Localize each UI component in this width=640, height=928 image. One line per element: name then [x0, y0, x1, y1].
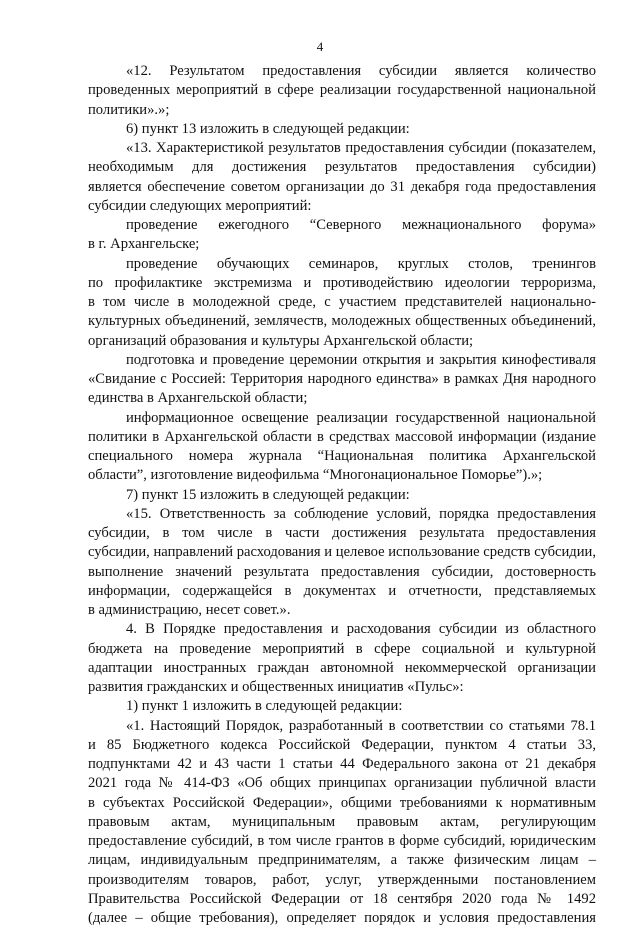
text-line: «1. Настоящий Порядок, разработанный в соответствии со статьями 78.1	[88, 717, 596, 736]
text-line: и 85 Бюджетного кодекса Российской Федерации, пунктом 4 статьи 33,	[88, 736, 596, 755]
text-line: предоставление субсидий, в том числе грантов в форме субсидий, юридическим	[88, 832, 596, 851]
text-line: лицам, индивидуальным предпринимателям, а также физическим лицам –	[88, 851, 596, 870]
text-line: подпунктами 42 и 43 части 1 статьи 44 Федерального закона от 21 декабря	[88, 755, 596, 774]
text-line: правовым актам, муниципальным правовым актам, регулирующим	[88, 813, 596, 832]
text-line: Правительства Российской Федерации от 18 сентября 2020 года № 1492	[88, 890, 596, 909]
text-line: бюджета на проведение мероприятий в сфере социальной и культурной	[88, 640, 596, 659]
text-line: специального номера журнала “Национальная политика Архангельской	[88, 447, 596, 466]
text-line: в г. Архангельске;	[88, 235, 596, 254]
text-line: «15. Ответственность за соблюдение условий, порядка предоставления	[88, 505, 596, 524]
paragraph	[88, 697, 596, 716]
text-line: 2021 года № 414-ФЗ «Об общих принципах организации публичной власти	[88, 774, 596, 793]
text-line: 6) пункт 13 изложить в следующей редакции:	[88, 120, 596, 139]
text-line: единства в Архангельской области;	[88, 389, 596, 408]
text-line: в субъектах Российской Федерации», общими требованиями к нормативным	[88, 794, 596, 813]
text-line: культурных объединений, землячеств, молодежных общественных объединений,	[88, 312, 596, 331]
text-line: подготовка и проведение церемонии открытия и закрытия кинофестиваля	[88, 351, 596, 370]
text-line: политики в Архангельской области в средствах массовой информации (издание	[88, 428, 596, 447]
text-line: проведение ежегодного “Северного межнационального форума»	[88, 216, 596, 235]
paragraph	[88, 216, 596, 255]
paragraph	[88, 409, 596, 486]
paragraph	[88, 505, 596, 621]
text-line: производителям товаров, работ, услуг, утвержденными постановлением	[88, 871, 596, 890]
paragraph	[88, 255, 596, 351]
text-line: в том числе в молодежной среде, с участием представителей национально-	[88, 293, 596, 312]
text-line: выполнение значений результата предоставления субсидии, достоверность	[88, 563, 596, 582]
text-line: в администрацию, несет совет.».	[88, 601, 596, 620]
text-line: проведение обучающих семинаров, круглых столов, тренингов	[88, 255, 596, 274]
text-line: политики».»;	[88, 101, 596, 120]
paragraph	[88, 120, 596, 139]
text-line: адаптации иностранных граждан автономной некоммерческой организации	[88, 659, 596, 678]
text-line: «12. Результатом предоставления субсидии является количество	[88, 62, 596, 81]
text-line: 4. В Порядке предоставления и расходования субсидии из областного	[88, 620, 596, 639]
paragraph	[88, 139, 596, 216]
text-line: по профилактике экстремизма и противодействию идеологии терроризма,	[88, 274, 596, 293]
text-line: развития гражданских и общественных инициатив «Пульс»:	[88, 678, 596, 697]
text-line: 7) пункт 15 изложить в следующей редакции:	[88, 486, 596, 505]
text-line: информационное освещение реализации государственной национальной	[88, 409, 596, 428]
text-line: организаций образования и культуры Архангельской области;	[88, 332, 596, 351]
paragraph	[88, 62, 596, 120]
text-line: субсидии следующих мероприятий:	[88, 197, 596, 216]
paragraph	[88, 351, 596, 409]
paragraph	[88, 486, 596, 505]
text-line: (далее – общие требования), определяет порядок и условия предоставления	[88, 909, 596, 928]
paragraph	[88, 620, 596, 697]
page-number: 4	[0, 39, 640, 55]
text-line: субсидии, направлений расходования и целевое использование средств субсидии,	[88, 543, 596, 562]
text-line: «Свидание с Россией: Территория народного единства» в рамках Дня народного	[88, 370, 596, 389]
text-line: необходимым для достижения результатов предоставления субсидии)	[88, 158, 596, 177]
text-line: является обеспечение советом организации до 31 декабря года предоставления	[88, 178, 596, 197]
text-line: 1) пункт 1 изложить в следующей редакции:	[88, 697, 596, 716]
text-line: проведенных мероприятий в сфере реализации государственной национальной	[88, 81, 596, 100]
text-line: информации, содержащейся в документах и отчетности, представляемых	[88, 582, 596, 601]
document-body	[88, 62, 596, 928]
text-line: «13. Характеристикой результатов предоставления субсидии (показателем,	[88, 139, 596, 158]
text-line: области”, изготовление видеофильма “Многонациональное Поморье”).»;	[88, 466, 596, 485]
paragraph	[88, 717, 596, 928]
text-line: субсидии, в том числе в части достижения результата предоставления	[88, 524, 596, 543]
